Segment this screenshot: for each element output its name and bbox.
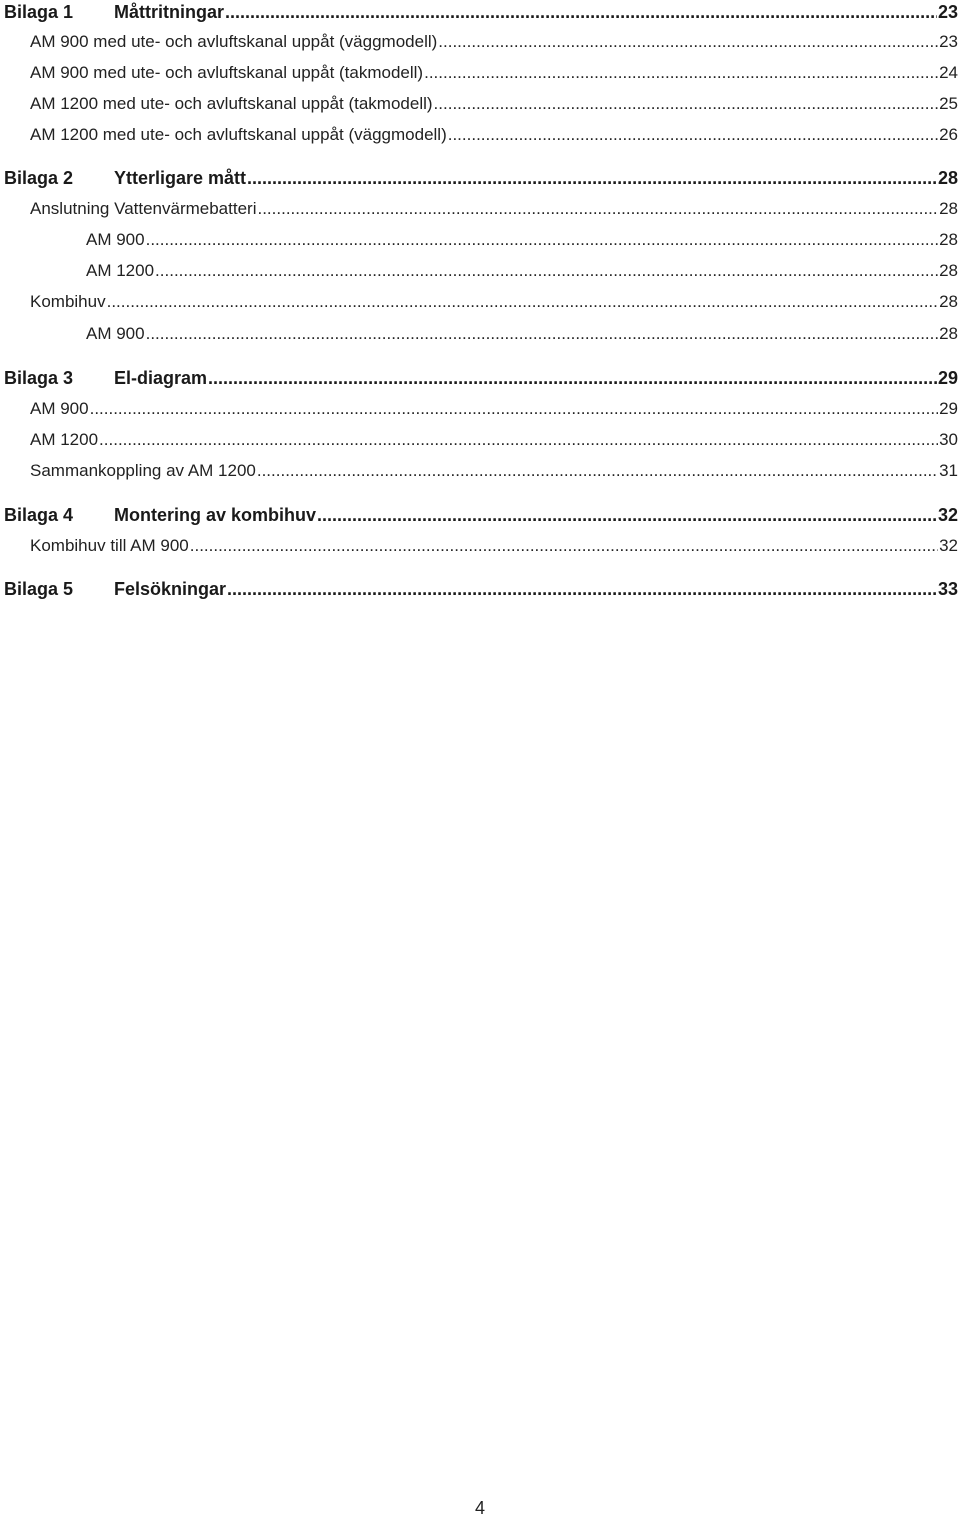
toc-section-title: Felsökningar [114,579,227,599]
dot-leader [190,534,938,558]
toc-section-bilaga-1[interactable] [4,0,958,24]
toc-page-number: 28 [939,230,958,249]
toc-entry[interactable] [30,197,958,221]
toc-page-number: 29 [937,368,958,388]
toc-entry-title: AM 1200 [86,261,155,280]
toc-section-label: Bilaga 2 [4,168,74,188]
toc-section-bilaga-4[interactable] [4,503,958,527]
toc-entry[interactable] [30,534,958,558]
toc-entry-title: AM 1200 med ute- och avluftskanal uppåt (takmodell) [30,94,433,113]
dot-leader [107,290,938,314]
toc-entry[interactable] [30,290,958,314]
toc-page-number: 28 [939,292,958,311]
toc-page-number: 24 [939,63,958,82]
toc-entry[interactable] [86,322,958,346]
toc-entry-title: AM 900 [86,324,145,343]
toc-entry-title: AM 900 [86,230,145,249]
toc-entry-title: Kombihuv [30,292,106,311]
toc-entry[interactable] [86,259,958,283]
toc-section-label: Bilaga 3 [4,368,74,388]
toc-page-number: 28 [939,199,958,218]
dot-leader [257,459,938,483]
toc-entry-title: Anslutning Vattenvärmebatteri [30,199,257,218]
toc-page-number: 23 [937,2,958,22]
toc-page-number: 32 [937,505,958,525]
toc-entry-title: Kombihuv till AM 900 [30,536,189,555]
toc-page-number: 28 [937,168,958,188]
dot-leader [155,259,938,283]
toc-section-label: Bilaga 1 [4,2,74,22]
dot-leader [448,123,938,147]
toc-page-number: 26 [939,125,958,144]
dot-leader [146,228,938,252]
toc-page-number: 33 [937,579,958,599]
dot-leader [257,197,938,221]
toc-section-bilaga-3[interactable] [4,366,958,390]
toc-section-label: Bilaga 5 [4,579,74,599]
toc-entry-title: AM 1200 [30,430,99,449]
toc-section-title: El-diagram [114,368,208,388]
dot-leader [146,322,938,346]
dot-leader [434,92,939,116]
toc-page-number: 30 [939,430,958,449]
toc-page-number: 23 [939,32,958,51]
toc-entry[interactable] [30,92,958,116]
toc-entry[interactable] [86,228,958,252]
toc-section-title: Montering av kombihuv [114,505,317,525]
toc-entry-title: Sammankoppling av AM 1200 [30,461,256,480]
dot-leader [247,166,937,190]
toc-page-number: 29 [939,399,958,418]
toc-section-title: Måttritningar [114,2,224,22]
toc-entry[interactable] [30,459,958,483]
toc-entry[interactable] [30,61,958,85]
dot-leader [227,577,937,601]
dot-leader [317,503,937,527]
dot-leader [90,397,938,421]
dot-leader [225,0,937,24]
toc-entry[interactable] [30,30,958,54]
toc-entry[interactable] [30,123,958,147]
toc-page-number: 32 [939,536,958,555]
toc-section-title: Ytterligare mått [114,168,247,188]
toc-entry-title: AM 900 med ute- och avluftskanal uppåt (takmodell) [30,63,424,82]
dot-leader [208,366,937,390]
toc-section-label: Bilaga 4 [4,505,74,525]
toc-entry-title: AM 1200 med ute- och avluftskanal uppåt (väggmodell) [30,125,447,144]
dot-leader [438,30,938,54]
toc-entry[interactable] [30,397,958,421]
toc-page-number: 28 [939,261,958,280]
toc-page-number: 31 [939,461,958,480]
dot-leader [99,428,938,452]
toc-page-number: 25 [939,94,958,113]
toc-section-bilaga-5[interactable] [4,577,958,601]
page-footer-number: 4 [474,1498,485,1518]
toc-entry-title: AM 900 [30,399,89,418]
toc-page-number: 28 [939,324,958,343]
toc-section-bilaga-2[interactable] [4,166,958,190]
dot-leader [424,61,938,85]
toc-entry-title: AM 900 med ute- och avluftskanal uppåt (väggmodell) [30,32,438,51]
toc-entry[interactable] [30,428,958,452]
